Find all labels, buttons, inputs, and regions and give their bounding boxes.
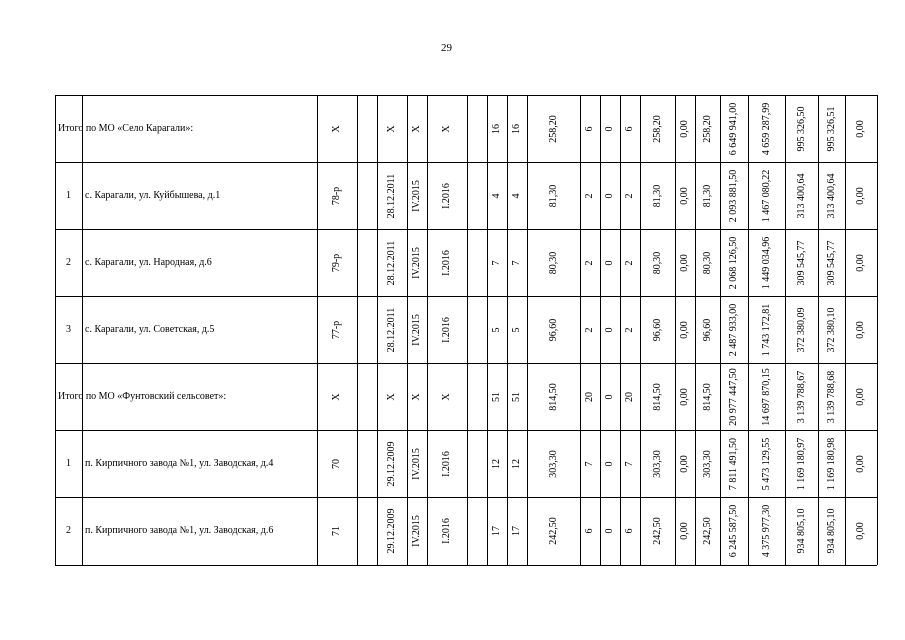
cell-value: 313 400,64 xyxy=(825,173,837,218)
cell-value: IV.2015 xyxy=(411,246,422,279)
cell-value: 79-р xyxy=(331,253,342,272)
cell-value: 814,50 xyxy=(701,382,713,411)
cell-value: 934 805,10 xyxy=(825,508,837,553)
row-rule xyxy=(55,565,877,566)
cell-value: 2 487 933,00 xyxy=(728,303,739,356)
cell-value: 309 545,77 xyxy=(795,240,807,285)
cell-value: 995 326,51 xyxy=(825,106,837,151)
cell-value: 0,00 xyxy=(855,186,866,205)
cell-value: 0,00 xyxy=(855,253,866,272)
cell-value: 6 xyxy=(584,528,595,533)
cell-value: 3 139 788,67 xyxy=(795,370,807,423)
address-label: п. Кирпичного завода №1, ул. Заводская, д.4 xyxy=(85,457,274,469)
cell-value: 934 805,10 xyxy=(795,508,807,553)
cell-value: 51 xyxy=(491,391,502,402)
cell-value: 2 xyxy=(624,260,635,265)
cell-value: 5 473 129,55 xyxy=(760,437,772,490)
cell-value: 0 xyxy=(604,461,615,466)
cell-value: 4 375 977,30 xyxy=(760,504,772,557)
cell-value: 309 545,77 xyxy=(825,240,837,285)
cell-value: 80,30 xyxy=(651,251,663,274)
cell-value: 6 xyxy=(624,126,635,131)
cell-value: 0 xyxy=(604,528,615,533)
cell-value: 14 697 870,15 xyxy=(760,367,772,426)
cell-value: 71 xyxy=(331,525,342,536)
cell-value: 2 093 881,50 xyxy=(728,169,739,222)
cell-value: 20 977 447,50 xyxy=(728,367,739,426)
cell-value: 51 xyxy=(511,391,522,402)
cell-value: 814,50 xyxy=(547,382,559,411)
cell-value: 0,00 xyxy=(855,521,866,540)
cell-value: 0,00 xyxy=(855,387,866,406)
cell-value: 5 xyxy=(511,327,522,332)
cell-value: 29.12.2009 xyxy=(386,508,397,553)
cell-value: 96,60 xyxy=(651,318,663,341)
cell-value: 96,60 xyxy=(701,318,713,341)
cell-value: 16 xyxy=(491,123,502,134)
address-label: п. Кирпичного завода №1, ул. Заводская, д.6 xyxy=(85,524,274,536)
cell-value: 6 xyxy=(584,126,595,131)
cell-value: 242,50 xyxy=(547,516,559,545)
cell-value: 372 380,10 xyxy=(825,307,837,352)
cell-value: X xyxy=(386,124,397,133)
cell-value: 0 xyxy=(604,193,615,198)
cell-value: 0,00 xyxy=(679,320,690,339)
cell-value: 0,00 xyxy=(679,521,690,540)
cell-value: 4 xyxy=(491,193,502,198)
cell-value: 6 649 941,00 xyxy=(728,102,739,155)
cell-value: 2 xyxy=(624,327,635,332)
cell-value: 29.12.2009 xyxy=(386,441,397,486)
cell-value: 814,50 xyxy=(651,382,663,411)
cell-value: 313 400,64 xyxy=(795,173,807,218)
cell-value: 258,20 xyxy=(701,114,713,143)
cell-value: 78-р xyxy=(331,186,342,205)
cell-value: I.2016 xyxy=(441,316,452,343)
cell-value: 3 139 788,68 xyxy=(825,370,837,423)
cell-value: IV.2015 xyxy=(411,447,422,480)
row-number: 1 xyxy=(66,457,71,469)
cell-value: 6 xyxy=(624,528,635,533)
cell-value: 1 467 080,22 xyxy=(760,169,772,222)
cell-value: 7 xyxy=(511,260,522,265)
cell-value: X xyxy=(411,392,422,401)
cell-value: IV.2015 xyxy=(411,514,422,547)
cell-value: 0,00 xyxy=(679,454,690,473)
page-number: 29 xyxy=(441,42,452,54)
cell-value: 0,00 xyxy=(679,253,690,272)
total-label: Итого по МО «Фунтовский сельсовет»: xyxy=(58,390,227,402)
cell-value: 372 380,09 xyxy=(795,307,807,352)
cell-value: 70 xyxy=(331,458,342,469)
cell-value: X xyxy=(441,124,452,133)
cell-value: 81,30 xyxy=(651,184,663,207)
cell-value: 81,30 xyxy=(701,184,713,207)
cell-value: I.2016 xyxy=(441,182,452,209)
address-label: с. Карагали, ул. Куйбышева, д.1 xyxy=(85,189,221,201)
cell-value: 0,00 xyxy=(855,119,866,138)
cell-value: 1 743 172,81 xyxy=(760,303,772,356)
cell-value: 303,30 xyxy=(651,449,663,478)
cell-value: IV.2015 xyxy=(411,313,422,346)
cell-value: X xyxy=(331,124,342,133)
cell-value: 242,50 xyxy=(651,516,663,545)
cell-value: 28.12.2011 xyxy=(386,307,397,352)
cell-value: 20 xyxy=(584,391,595,402)
cell-value: 6 245 587,50 xyxy=(728,504,739,557)
cell-value: 16 xyxy=(511,123,522,134)
cell-value: 0,00 xyxy=(855,454,866,473)
cell-value: 12 xyxy=(491,458,502,469)
cell-value: 4 xyxy=(511,193,522,198)
cell-value: IV.2015 xyxy=(411,179,422,212)
address-label: с. Карагали, ул. Народная, д.6 xyxy=(85,256,212,268)
cell-value: X xyxy=(411,124,422,133)
cell-value: 80,30 xyxy=(547,251,559,274)
cell-value: 0 xyxy=(604,394,615,399)
cell-value: 1 169 180,98 xyxy=(825,437,837,490)
cell-value: 303,30 xyxy=(547,449,559,478)
cell-value: I.2016 xyxy=(441,517,452,544)
cell-value: 0,00 xyxy=(679,387,690,406)
cell-value: 28.12.2011 xyxy=(386,173,397,218)
cell-value: 2 xyxy=(584,327,595,332)
cell-value: 80,30 xyxy=(701,251,713,274)
cell-value: 242,50 xyxy=(701,516,713,545)
cell-value: 7 xyxy=(491,260,502,265)
cell-value: 17 xyxy=(491,525,502,536)
cell-value: 7 xyxy=(624,461,635,466)
cell-value: 12 xyxy=(511,458,522,469)
cell-value: 0 xyxy=(604,327,615,332)
cell-value: 258,20 xyxy=(651,114,663,143)
cell-value: 303,30 xyxy=(701,449,713,478)
cell-value: 20 xyxy=(624,391,635,402)
cell-value: X xyxy=(386,392,397,401)
cell-value: 2 xyxy=(584,260,595,265)
address-label: с. Карагали, ул. Советская, д.5 xyxy=(85,323,215,335)
cell-value: X xyxy=(441,392,452,401)
cell-value: 81,30 xyxy=(547,184,559,207)
row-number: 3 xyxy=(66,323,71,335)
cell-value: 96,60 xyxy=(547,318,559,341)
cell-value: 2 xyxy=(624,193,635,198)
cell-value: 0 xyxy=(604,126,615,131)
cell-value: 7 xyxy=(584,461,595,466)
cell-value: 0,00 xyxy=(679,119,690,138)
row-number: 2 xyxy=(66,256,71,268)
cell-value: 1 169 180,97 xyxy=(795,437,807,490)
row-number: 2 xyxy=(66,524,71,536)
cell-value: 1 449 034,96 xyxy=(760,236,772,289)
cell-value: 0,00 xyxy=(855,320,866,339)
cell-value: 7 811 491,50 xyxy=(728,437,739,490)
cell-value: 17 xyxy=(511,525,522,536)
cell-value: 28.12.2011 xyxy=(386,240,397,285)
cell-value: I.2016 xyxy=(441,249,452,276)
cell-value: 4 659 287,99 xyxy=(760,102,772,155)
cell-value: 77-р xyxy=(331,320,342,339)
cell-value: I.2016 xyxy=(441,450,452,477)
cell-value: X xyxy=(331,392,342,401)
cell-value: 0,00 xyxy=(679,186,690,205)
cell-value: 258,20 xyxy=(547,114,559,143)
total-label: Итого по МО «Село Карагали»: xyxy=(58,122,194,134)
cell-value: 5 xyxy=(491,327,502,332)
cell-value: 995 326,50 xyxy=(795,106,807,151)
cell-value: 2 068 126,50 xyxy=(728,236,739,289)
cell-value: 0 xyxy=(604,260,615,265)
column-rule xyxy=(877,95,878,565)
cell-value: 2 xyxy=(584,193,595,198)
row-number: 1 xyxy=(66,189,71,201)
